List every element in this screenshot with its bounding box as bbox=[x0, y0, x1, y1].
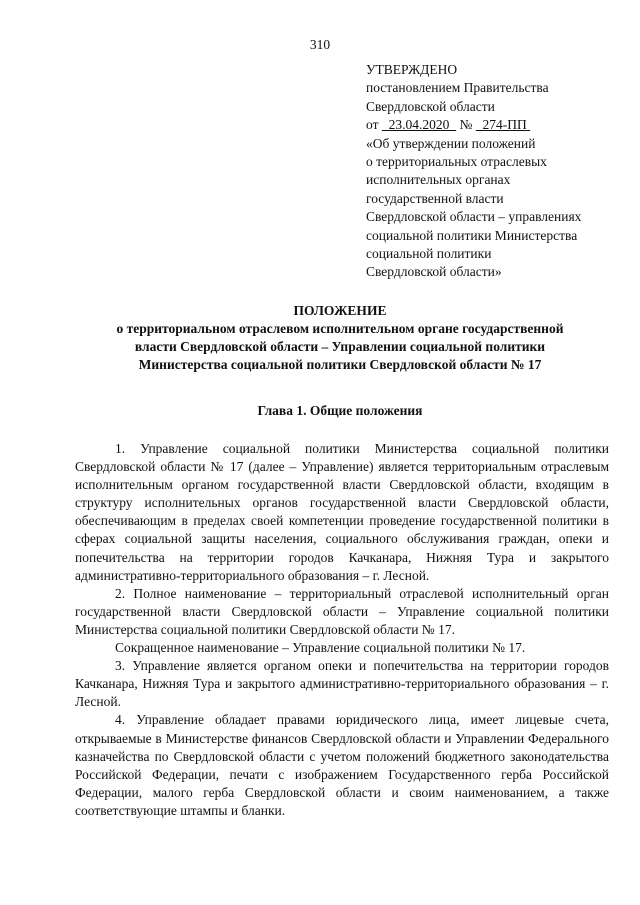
approval-date-line bbox=[366, 116, 628, 134]
document-heading bbox=[70, 302, 610, 374]
document-subtitle-line: власти Свердловской области – Управлении социальной политики bbox=[134, 339, 546, 354]
paragraph: 4. Управление обладает правами юридического лица, имеет лицевые счета, открываемые в Министерстве финансов Свердловской области и Управлении Федерального казначейства по Свердловской области с учетом положений бюджетного законодательства Российской Федерации, печати с изображением Государственного герба Российской Федерации, малого герба Свердловской области и своим наименованием, а также соответствующие штампы и бланки. bbox=[75, 712, 609, 818]
approval-subject-line: социальной политики bbox=[366, 246, 492, 262]
approval-line-1: постановлением Правительства bbox=[366, 80, 549, 96]
approval-date: 23.04.2020 bbox=[388, 117, 450, 133]
chapter-title: Глава 1. Общие положения bbox=[257, 403, 423, 418]
approval-subject-line: Свердловской области – управлениях bbox=[366, 209, 582, 225]
document-title: ПОЛОЖЕНИЕ bbox=[293, 303, 387, 318]
approval-line-2: Свердловской области bbox=[366, 98, 495, 114]
page-number: 310 bbox=[309, 37, 331, 52]
approval-number: 274-ПП bbox=[482, 117, 527, 133]
paragraph: 3. Управление является органом опеки и попечительства на территории городов Качканара, Нижняя Тура и закрытого административно-территориального образования – г. Лесной. bbox=[75, 658, 609, 710]
approval-subject-line: государственной власти bbox=[366, 190, 504, 206]
date-prefix: от bbox=[366, 117, 379, 133]
document-body bbox=[75, 440, 609, 820]
approval-block bbox=[366, 61, 628, 282]
paragraph: 2. Полное наименование – территориальный отраслевой исполнительный орган государственной власти Свердловской области – Управление социальной политики Министерства социальной политики Свердловской области № 17. bbox=[75, 585, 609, 637]
approval-subject-line: социальной политики Министерства bbox=[366, 227, 578, 243]
document-subtitle-line: Министерства социальной политики Свердловской области № 17 bbox=[138, 357, 542, 372]
approval-title: УТВЕРЖДЕНО bbox=[366, 62, 458, 77]
approval-subject-line: Свердловской области» bbox=[366, 264, 502, 280]
approval-subject-line: «Об утверждении положений bbox=[366, 135, 536, 151]
paragraph: Сокращенное наименование – Управление социальной политики № 17. bbox=[115, 640, 526, 656]
approval-subject-line: о территориальных отраслевых bbox=[366, 154, 547, 170]
number-prefix: № bbox=[459, 117, 473, 133]
paragraph: 1. Управление социальной политики Министерства социальной политики Свердловской области № 17 (далее – Управление) является территориальным отраслевым исполнительным органом государственной власти Свердловской области, входящим в структуру исполнительных органов государственной власти Свердловской области, обеспечивающим в пределах своей компетенции проведение государственной политики в сферах социальной защиты населения, социального обслуживания граждан, опеки и попечительства на территории городов Качканара, Нижняя Тура и закрытого административно-территориального образования – г. Лесной. bbox=[75, 441, 609, 583]
document-subtitle-line: о территориальном отраслевом исполнительном органе государственной bbox=[116, 321, 564, 336]
approval-subject-line: исполнительных органах bbox=[366, 172, 511, 188]
